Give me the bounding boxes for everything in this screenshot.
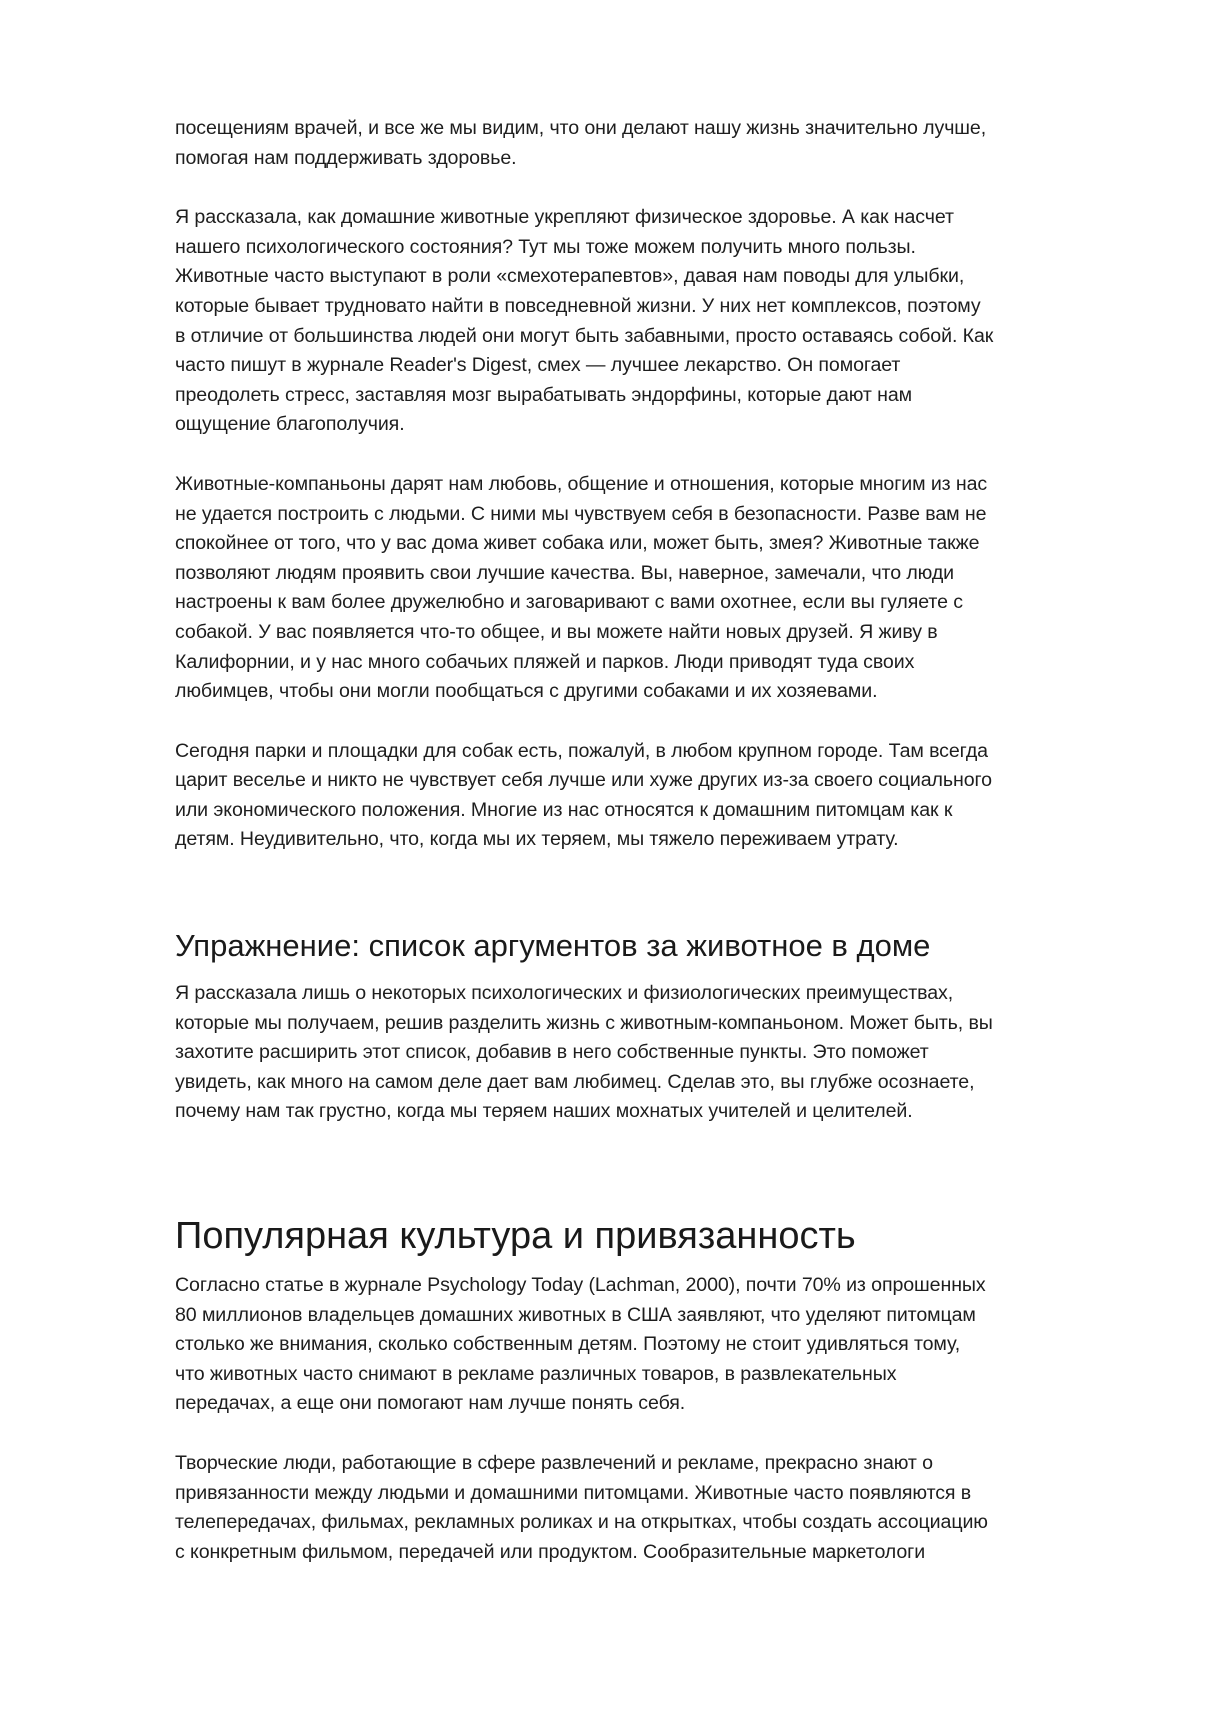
text-line: почему нам так грустно, когда мы теряем наших мохнатых учителей и целителей. xyxy=(175,1100,913,1123)
text-line: Сегодня парки и площадки для собак есть, пожалуй, в любом крупном городе. Там всегда xyxy=(175,739,988,762)
paragraph-health-intro xyxy=(175,114,1135,173)
text-line: детям. Неудивительно, что, когда мы их теряем, мы тяжело переживаем утрату. xyxy=(175,828,899,851)
text-line: которые бывает трудновато найти в повседневной жизни. У них нет комплексов, поэтому xyxy=(175,294,981,317)
section-heading-exercise: Упражнение: список аргументов за животное в доме xyxy=(175,928,931,964)
text-line: столько же внимания, сколько собственным детям. Поэтому не стоит удивляться тому, xyxy=(175,1333,961,1356)
chapter-heading-popular-culture: Популярная культура и привязанность xyxy=(175,1215,856,1258)
text-line: или экономического положения. Многие из нас относятся к домашним питомцам как к xyxy=(175,798,953,821)
text-line: позволяют людям проявить свои лучшие качества. Вы, наверное, замечали, что люди xyxy=(175,561,955,584)
text-line: Согласно статье в журнале Psychology Today (Lachman, 2000), почти 70% из опрошенных xyxy=(175,1274,986,1297)
text-line: собакой. У вас появляется что-то общее, и вы можете найти новых друзей. Я живу в xyxy=(175,620,938,643)
text-line: Калифорнии, и у нас много собачьих пляжей и парков. Люди приводят туда своих xyxy=(175,650,915,673)
text-line: Животные часто выступают в роли «смехотерапевтов», давая нам поводы для улыбки, xyxy=(175,265,965,288)
text-line: помогая нам поддерживать здоровье. xyxy=(175,146,517,169)
text-line: 80 миллионов владельцев домашних животных в США заявляют, что уделяют питомцам xyxy=(175,1303,976,1326)
text-line: ощущение благополучия. xyxy=(175,413,405,436)
text-line: захотите расширить этот список, добавив в него собственные пункты. Это поможет xyxy=(175,1041,929,1064)
text-line: Животные-компаньоны дарят нам любовь, общение и отношения, которые многим из нас xyxy=(175,472,988,495)
text-line: преодолеть стресс, заставляя мозг вырабатывать эндорфины, которые дают нам xyxy=(175,383,913,406)
paragraph-exercise xyxy=(175,979,1135,1127)
text-line: часто пишут в журнале Reader's Digest, смех — лучшее лекарство. Он помогает xyxy=(175,354,901,377)
text-line: которые мы получаем, решив разделить жизнь с животным-компаньоном. Может быть, вы xyxy=(175,1011,993,1034)
text-line: любимцев, чтобы они могли пообщаться с другими собаками и их хозяевами. xyxy=(175,680,878,703)
text-line: посещениям врачей, и все же мы видим, что они делают нашу жизнь значительно лучше, xyxy=(175,117,987,139)
text-line: настроены к вам более дружелюбно и заговаривают с вами охотнее, если вы гуляете с xyxy=(175,591,963,614)
text-line: царит веселье и никто не чувствует себя лучше или хуже других из-за своего социального xyxy=(175,769,992,792)
text-line: передачах, а еще они помогают нам лучше понять себя. xyxy=(175,1392,686,1415)
text-line: нашего психологического состояния? Тут мы тоже можем получить много пользы. xyxy=(175,235,916,258)
paragraph-companions xyxy=(175,470,1135,707)
paragraph-psychology-today xyxy=(175,1271,1135,1419)
text-line: увидеть, как много на самом деле дает вам любимец. Сделав это, вы глубже осознаете, xyxy=(175,1070,975,1093)
text-line: что животных часто снимают в рекламе различных товаров, в развлекательных xyxy=(175,1362,897,1385)
text-line: привязанности между людьми и домашними питомцами. Животные часто появляются в xyxy=(175,1481,972,1504)
document-page xyxy=(175,114,1135,1597)
text-line: в отличие от большинства людей они могут быть забавными, просто оставаясь собой. Как xyxy=(175,324,994,347)
text-line: Творческие люди, работающие в сфере развлечений и рекламе, прекрасно знают о xyxy=(175,1452,933,1474)
text-line: телепередачах, фильмах, рекламных роликах и на открытках, чтобы создать ассоциацию xyxy=(175,1511,988,1534)
text-line: не удается построить с людьми. С ними мы чувствуем себя в безопасности. Разве вам не xyxy=(175,502,987,525)
paragraph-dog-parks xyxy=(175,737,1135,855)
text-line: Я рассказала, как домашние животные укрепляют физическое здоровье. А как насчет xyxy=(175,206,954,229)
paragraph-creative-people xyxy=(175,1449,1135,1567)
text-line: спокойнее от того, что у вас дома живет собака или, может быть, змея? Животные также xyxy=(175,532,980,555)
paragraph-psychology xyxy=(175,203,1135,440)
text-line: Я рассказала лишь о некоторых психологических и физиологических преимуществах, xyxy=(175,982,954,1005)
text-line: с конкретным фильмом, передачей или продуктом. Сообразительные маркетологи xyxy=(175,1540,926,1563)
